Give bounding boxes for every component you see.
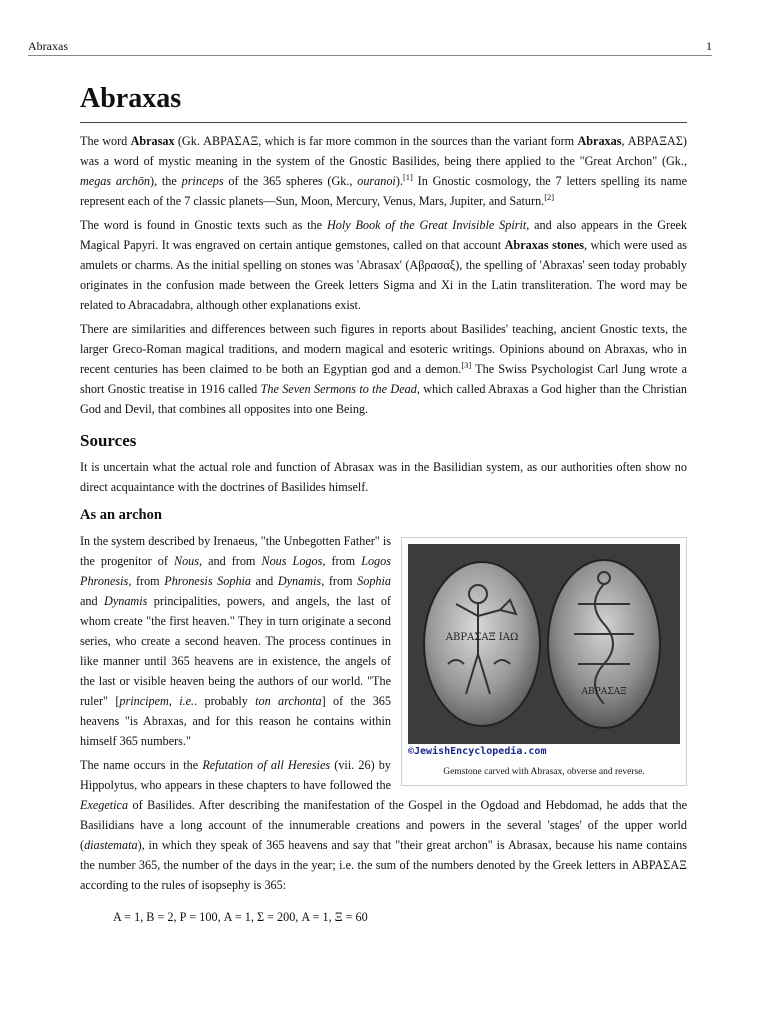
italic-term: Nous xyxy=(173,554,199,568)
archon-paragraph-1: In the system described by Irenaeus, "the Unbegotten Father" is the progenitor of Nous, and from Nous Logos, from Logos Phronesis, from Phronesis Sophia and Dynamis, from Sophia and Dynamis principalities, powers, and angels, the last of whom create "the first heaven." They in turn originate a second series, who create a second heaven. The process continues in like manner until 365 heavens are in existence, the angels of the last or visible heaven being the authors of our world. "The ruler" [principem, i.e.. probably ton archonta] of the 365 heavens "is Abraxas, and for this reason he contains within himself 365 numbers." xyxy=(80,534,391,748)
citation-ref[interactable]: [1] xyxy=(402,172,413,182)
citation-ref[interactable]: [3] xyxy=(461,360,472,370)
italic-term: megas archōn xyxy=(80,174,151,188)
italic-term: Holy Book of the Great Invisible Spirit xyxy=(326,218,527,232)
running-header xyxy=(28,37,712,56)
section-heading-archon: As an archon xyxy=(80,507,162,523)
isopsephy-formula: A = 1, B = 2, Ρ = 100, A = 1, Σ = 200, A = 1, Ξ = 60 xyxy=(113,910,368,924)
page-number: 1 xyxy=(706,39,712,53)
intro-paragraph-2: The word is found in Gnostic texts such as the Holy Book of the Great Invisible Spirit, and also appears in the Greek Magical Papyri. It was engraved on certain antique gemstones, called on that account Abraxas stones, which were used as amulets or charms. As the initial spelling on stones was 'Abrasax' (Αβρασαξ), the spelling of 'Abraxas' seen today probably originates in the confusion made between the Greek letters Sigma and Xi in the Latin transliteration. The word may be related to Abracadabra, although other explanations exist. xyxy=(80,218,687,312)
italic-term: Sophia xyxy=(357,574,391,588)
bold-term: Abraxas xyxy=(577,134,622,148)
italic-term: principem, i.e. xyxy=(119,694,195,708)
italic-term: ton archonta xyxy=(255,694,322,708)
italic-term: diastemata xyxy=(84,838,138,852)
italic-term: Dynamis xyxy=(277,574,322,588)
italic-term: Dynamis xyxy=(104,594,148,608)
bold-term: Abraxas stones xyxy=(504,238,584,252)
gemstone-illustration xyxy=(408,544,680,744)
figure-caption: Gemstone carved with Abrasax, obverse and reverse. xyxy=(443,767,645,777)
gemstone-figure xyxy=(401,537,687,786)
citation-ref[interactable]: [2] xyxy=(544,192,555,202)
italic-term: The Seven Sermons to the Dead xyxy=(260,382,417,396)
article-body xyxy=(80,76,687,927)
intro-paragraph-1: The word Abrasax (Gk. ΑΒΡΑΣΑΞ, which is far more common in the sources than the variant form Abraxas, ΑΒΡΑΞΑΣ) was a word of mystic meaning in the system of the Gnostic Basilides, being there applied to the "Great Archon" (Gk., megas archōn), the princeps of the 365 spheres (Gk., ouranoi).[1] In Gnostic cosmology, the 7 letters spelling its name represent each of the 7 classic planets―Sun, Moon, Mercury, Venus, Mars, Jupiter, and Saturn.[2] xyxy=(80,134,688,208)
italic-term: Refutation of all Heresies xyxy=(202,758,331,772)
archon-paragraph-2: The name occurs in the Refutation of all Heresies (vii. 26) by Hippolytus, who appears in these chapters to have followed the Exegetica of Basilides. After describing the manifestation of the Gospel in the Ogdoad and Hebdomad, he adds that the Basilidians have a long account of the innumerable creations and powers in the several 'stages' of the upper world (diastemata), in which they speak of 365 heavens and say that "their great archon" is Abrasax, because his name contains the number 365, the number of the days in the year; i.e. the sum of the numbers denoted by the Greek letters in ΑΒΡΑΣΑΞ according to the rules of isopsephy is 365: xyxy=(80,758,687,892)
italic-term: Logos Phronesis xyxy=(80,554,391,588)
gem-obverse-inscription: ΑΒΡΑΣΑΞ ΙΑΩ xyxy=(445,632,519,643)
sources-paragraph: It is uncertain what the actual role and function of Abrasax was in the Basilidian system, as our authorities often show no direct acquaintance with the doctrines of Basilides himself. xyxy=(80,460,687,494)
italic-term: Exegetica xyxy=(80,798,129,812)
section-heading-sources: Sources xyxy=(80,431,137,450)
italic-term: princeps xyxy=(181,174,224,188)
italic-term: Phronesis Sophia xyxy=(164,574,252,588)
intro-paragraph-3: There are similarities and differences between such figures in reports about Basilides' teaching, ancient Gnostic texts, the larger Greco-Roman magical traditions, and modern magical and esoteric writings. Opinions abound on Abraxas, who in recent centuries has been claimed to be both an Egyptian god and a demon.[3] The Swiss Psychologist Carl Jung wrote a short Gnostic treatise in 1916 called The Seven Sermons to the Dead, which called Abraxas a God higher than the Christian God and Devil, that combines all opposites into one Being. xyxy=(80,322,687,416)
italic-term: ouranoi xyxy=(357,174,396,188)
gemstone-image xyxy=(408,544,680,744)
gem-reverse-inscription: ΑΒΡΑΣΑΞ xyxy=(581,687,627,697)
page-title: Abraxas xyxy=(80,76,687,123)
image-credit: ©JewishEncyclopedia.com xyxy=(408,744,680,759)
running-header-title: Abraxas xyxy=(28,39,68,53)
italic-term: Nous Logos xyxy=(261,554,323,568)
bold-term: Abrasax xyxy=(130,134,175,148)
